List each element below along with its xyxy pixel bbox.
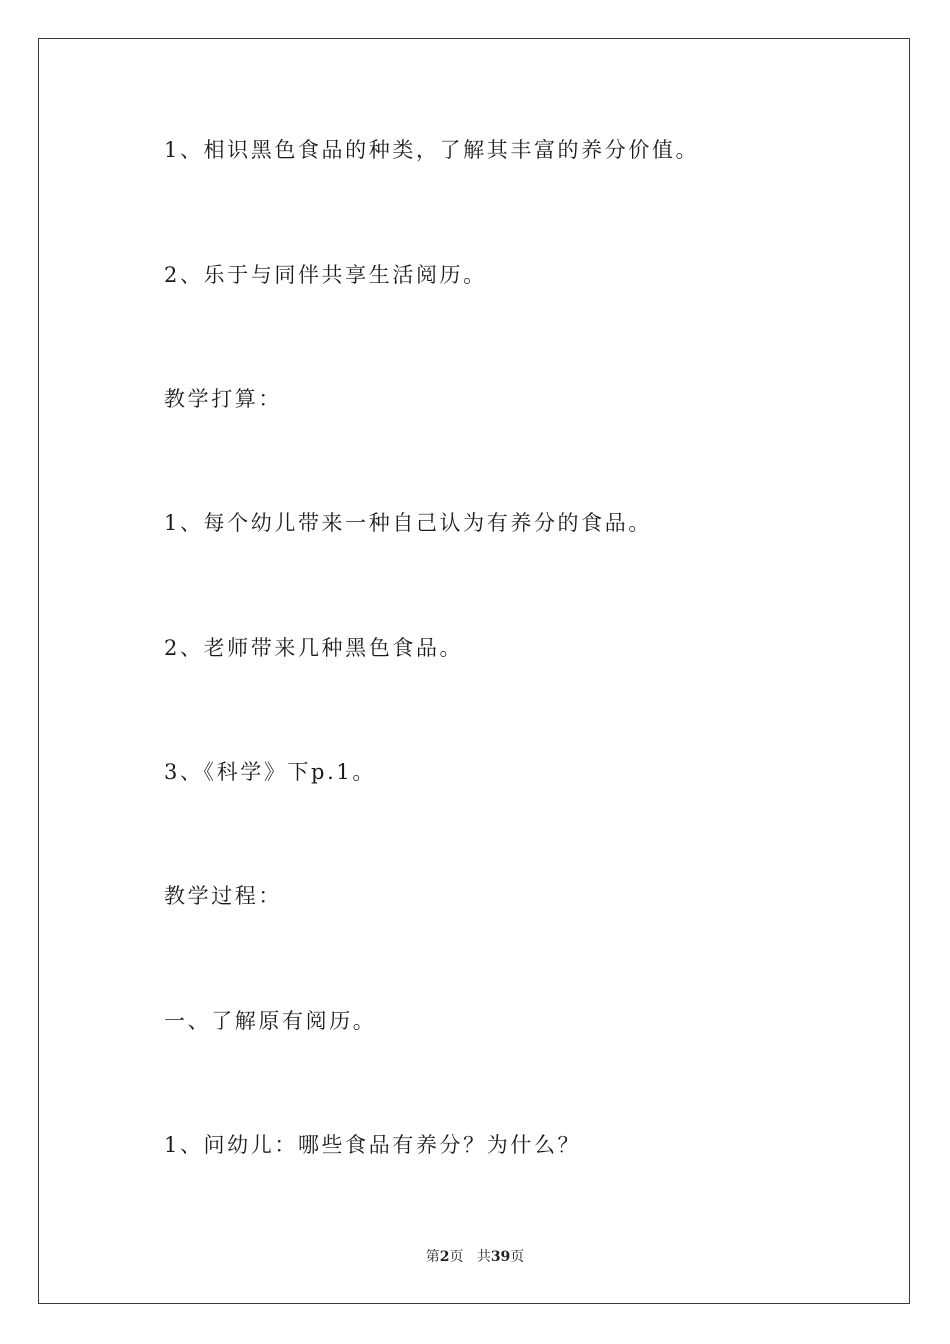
preparation-1: 1、每个幼儿带来一种自己认为有养分的食品。: [164, 511, 652, 535]
process-question-1: 1、问幼儿：哪些食品有养分？为什么？: [164, 1133, 582, 1157]
total-prefix: 共: [476, 1249, 491, 1265]
total-suffix: 页: [510, 1249, 525, 1265]
section-heading-preparation: 教学打算：: [164, 387, 282, 411]
objective-2: 2、乐于与同伴共享生活阅历。: [164, 263, 487, 287]
page-border: [38, 38, 910, 1304]
section-heading-process: 教学过程：: [164, 884, 282, 908]
page-suffix: 页: [449, 1249, 464, 1265]
page-number: 2: [439, 1249, 450, 1265]
total-pages: 39: [490, 1249, 511, 1265]
page-prefix: 第: [425, 1249, 440, 1265]
preparation-2: 2、老师带来几种黑色食品。: [164, 636, 464, 660]
process-step-1: 一、了解原有阅历。: [164, 1009, 377, 1033]
page-footer: [0, 1246, 950, 1266]
preparation-3: 3、《科学》下p.1。: [164, 760, 376, 784]
objective-1: 1、相识黑色食品的种类，了解其丰富的养分价值。: [164, 138, 700, 162]
